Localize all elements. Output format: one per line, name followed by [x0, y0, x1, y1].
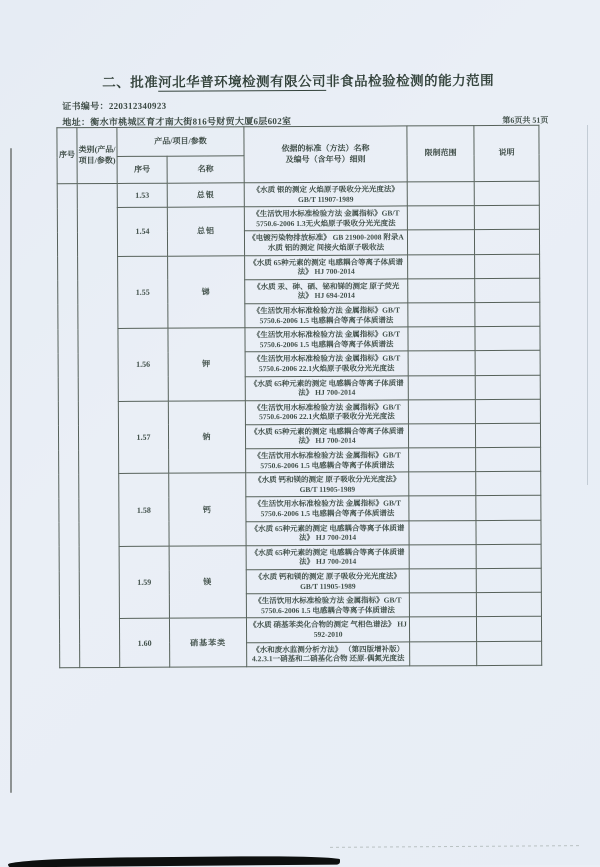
- param-name-cell: 总银: [167, 183, 244, 208]
- limit-cell: [409, 496, 476, 521]
- param-seq-cell: 1.59: [119, 546, 169, 619]
- header-standard: [244, 126, 407, 183]
- limit-cell: [408, 375, 475, 400]
- address-label: 地址：: [62, 117, 91, 128]
- note-cell: [476, 568, 541, 593]
- note-cell: [475, 423, 540, 448]
- category-cell: [77, 183, 120, 667]
- method-cell: 《生活饮用水标准检验方法 金属指标》GB/T 5750.6-2006 1.5 电感耦合等离子体质谱法: [245, 303, 408, 328]
- method-cell: 《生活饮用水标准检验方法 金属指标》GB/T 5750.6-2006 1.3无火焰原子吸收分光光度法: [244, 206, 407, 231]
- param-seq-cell: 1.60: [119, 619, 169, 668]
- param-seq-cell: 1.54: [117, 207, 167, 256]
- certificate-number-line: [62, 99, 166, 113]
- title-company-name: 河北华普环境检测有限公司: [158, 73, 327, 90]
- limit-cell: [409, 569, 476, 594]
- param-name-cell: 锑: [168, 255, 245, 328]
- limit-cell: [410, 641, 477, 666]
- method-cell: 《水质 银的测定 火焰原子吸收分光光度法》 GB/T 11907-1989: [244, 182, 407, 207]
- page-title: [0, 68, 598, 91]
- note-cell: [474, 181, 539, 206]
- note-cell: [475, 399, 540, 424]
- address-value: 衡水市桃城区育才南大街816号财贸大厦6层602室: [90, 116, 292, 128]
- param-seq-cell: 1.57: [118, 401, 168, 474]
- seq-cell: [57, 184, 80, 668]
- method-cell: 《水和废水监测分析方法》 （第四版增补版） 4.2.3.1一硝基和二硝基化合物 还原-偶氮光度法: [247, 641, 410, 666]
- method-cell: 《生活饮用水标准检验方法 金属指标》GB/T 5750.6-2006 22.1火焰原子吸收分光光度法: [245, 400, 408, 425]
- table-row: [59, 617, 541, 644]
- param-name-cell: 钙: [169, 473, 246, 546]
- note-cell: [475, 326, 540, 351]
- limit-cell: [408, 399, 475, 424]
- table-body: [57, 181, 542, 667]
- table-row: [59, 471, 541, 498]
- certificate-number-value: 220312340923: [108, 100, 167, 111]
- method-cell: 《水质 65种元素的测定 电感耦合等离子体质谱法》 HJ 700-2014: [246, 545, 409, 570]
- param-name-cell: 总铝: [167, 207, 244, 256]
- method-cell: 《水质 汞、砷、硒、铋和锑的测定 原子荧光法》 HJ 694-2014: [245, 279, 408, 304]
- note-cell: [475, 302, 540, 327]
- method-cell: 《生活饮用水标准检验方法 金属指标》GB/T 5750.6-2006 22.1火焰原子吸收分光光度法: [245, 351, 408, 376]
- table-row: [58, 254, 540, 281]
- limit-cell: [409, 472, 476, 497]
- limit-cell: [408, 423, 475, 448]
- param-seq-cell: 1.53: [117, 183, 167, 207]
- param-name-cell: 钠: [168, 400, 245, 473]
- method-cell: 《生活饮用水标准检验方法 金属指标》GB/T 5750.6-2006 1.5 电感耦合等离子体质谱法: [246, 593, 409, 618]
- note-cell: [476, 617, 541, 642]
- header-category: 类别(产品/项目/参数): [77, 127, 117, 183]
- title-prefix: 二、批准: [102, 74, 159, 91]
- note-cell: [474, 230, 539, 255]
- table-row: [59, 544, 541, 571]
- header-note: 说明: [474, 125, 539, 181]
- certificate-number-label: 证书编号：: [62, 100, 109, 112]
- limit-cell: [409, 617, 476, 642]
- title-suffix: 非食品检验检测的能力范围: [326, 72, 495, 89]
- header-standard-line2: 及编号（含年号）细则: [285, 154, 366, 164]
- method-cell: 《水质 65种元素的测定 电感耦合等离子体质谱法》 HJ 700-2014: [246, 521, 409, 546]
- limit-cell: [407, 206, 474, 231]
- header-product-seq: 序号: [117, 156, 167, 183]
- note-cell: [474, 205, 539, 230]
- method-cell: 《生活饮用水标准检验方法 金属指标》GB/T 5750.6-2006 1.5 电感耦合等离子体质谱法: [246, 496, 409, 521]
- limit-cell: [409, 593, 476, 618]
- method-cell: 《水质 硝基苯类化合物的测定 气相色谱法》 HJ 592-2010: [246, 617, 409, 642]
- page-number: 第6页共 51页: [502, 115, 549, 125]
- header-product-name: 名称: [167, 156, 244, 183]
- limit-cell: [409, 544, 476, 569]
- table-row: [57, 205, 539, 232]
- limit-cell: [408, 351, 475, 376]
- note-cell: [476, 496, 541, 521]
- note-cell: [476, 544, 541, 569]
- header-product-group: 产品/项目/参数: [117, 127, 244, 157]
- method-cell: 《水质 钙和镁的测定 原子吸收分光光度法》 GB/T 11905-1989: [246, 472, 409, 497]
- param-seq-cell: 1.55: [118, 256, 168, 329]
- param-seq-cell: 1.58: [119, 473, 169, 546]
- scan-edge-left: [10, 148, 12, 793]
- note-cell: [476, 592, 541, 617]
- limit-cell: [408, 303, 475, 328]
- note-cell: [475, 254, 540, 279]
- method-cell: 《电镀污染物排放标准》 GB 21900-2008 附录A 水质 铝的测定 间接火焰原子吸收法: [244, 230, 407, 255]
- scan-edge-right: [587, 125, 588, 485]
- header-standard-line1: 依据的标准（方法）名称: [281, 143, 370, 154]
- limit-cell: [407, 182, 474, 207]
- capability-table-container: [56, 125, 542, 668]
- header-seq: 序号: [57, 128, 77, 184]
- param-name-cell: 镁: [169, 546, 246, 619]
- table-row: [58, 326, 540, 353]
- method-cell: 《生活饮用水标准检验方法 金属指标》GB/T 5750.6-2006 1.5 电感耦合等离子体质谱法: [245, 327, 408, 352]
- table-row: [58, 399, 540, 426]
- param-name-cell: 钾: [168, 328, 245, 401]
- limit-cell: [409, 448, 476, 473]
- note-cell: [475, 375, 540, 400]
- capability-table: [56, 125, 542, 668]
- limit-cell: [408, 254, 475, 279]
- note-cell: [476, 471, 541, 496]
- limit-cell: [407, 230, 474, 255]
- param-seq-cell: 1.56: [118, 328, 168, 401]
- table-row: [57, 181, 539, 208]
- method-cell: 《水质 65种元素的测定 电感耦合等离子体质谱法》 HJ 700-2014: [245, 254, 408, 279]
- table-header: [57, 125, 539, 184]
- limit-cell: [409, 520, 476, 545]
- note-cell: [476, 447, 541, 472]
- limit-cell: [408, 327, 475, 352]
- param-name-cell: 硝基苯类: [169, 618, 246, 667]
- note-cell: [477, 641, 542, 666]
- note-cell: [476, 520, 541, 545]
- note-cell: [475, 278, 540, 303]
- method-cell: 《水质 65种元素的测定 电感耦合等离子体质谱法》 HJ 700-2014: [245, 375, 408, 400]
- method-cell: 《水质 钙和镁的测定 原子吸收分光光度法》 GB/T 11905-1989: [246, 569, 409, 594]
- note-cell: [475, 351, 540, 376]
- header-limit: 限制范围: [407, 126, 474, 182]
- method-cell: 《水质 65种元素的测定 电感耦合等离子体质谱法》 HJ 700-2014: [245, 424, 408, 449]
- method-cell: 《生活饮用水标准检验方法 金属指标》GB/T 5750.6-2006 1.5 电感耦合等离子体质谱法: [246, 448, 409, 473]
- limit-cell: [408, 278, 475, 303]
